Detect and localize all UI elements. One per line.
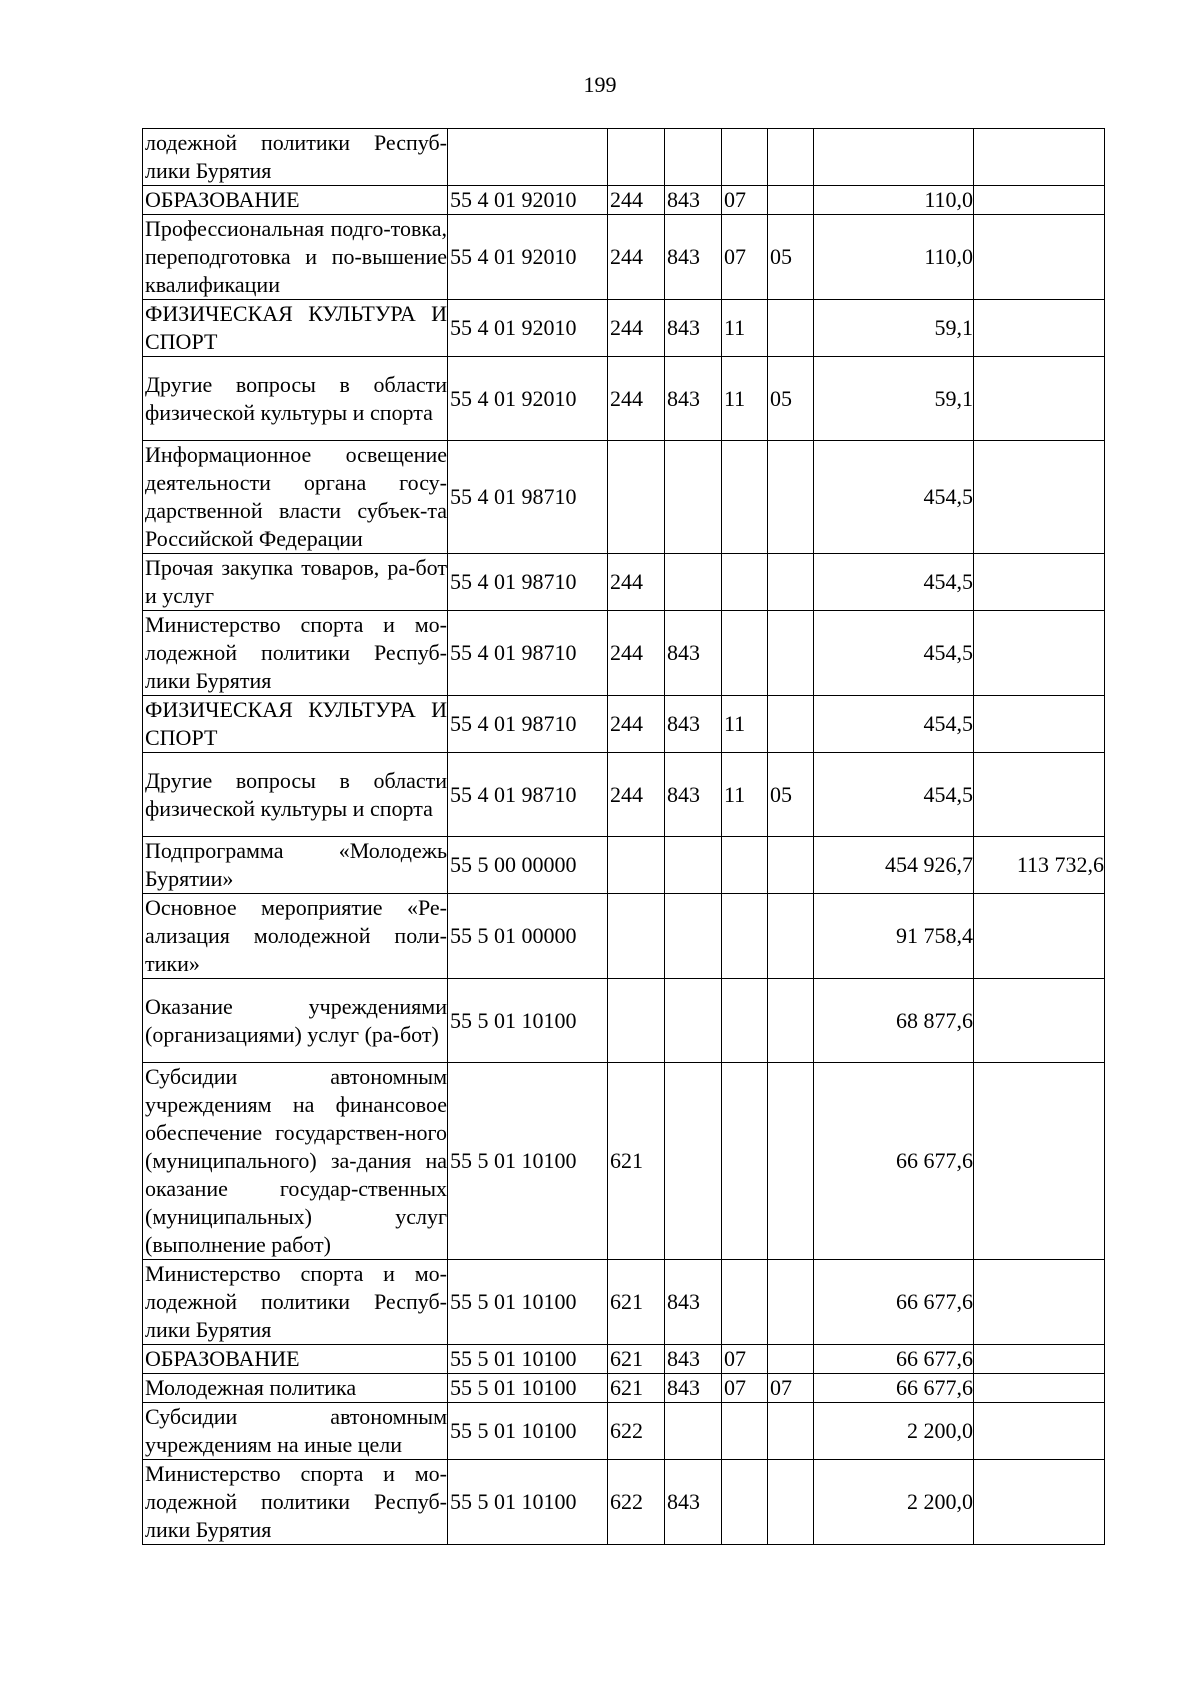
cell-sum2 bbox=[974, 357, 1105, 441]
cell-sum2: 113 732,6 bbox=[974, 837, 1105, 894]
cell-name: лодежной политики Респуб-лики Бурятия bbox=[143, 129, 448, 186]
cell-sum1: 66 677,6 bbox=[814, 1260, 974, 1345]
cell-pr bbox=[768, 300, 814, 357]
cell-name: ОБРАЗОВАНИЕ bbox=[143, 186, 448, 215]
cell-rz bbox=[722, 1460, 768, 1545]
cell-pr bbox=[768, 554, 814, 611]
cell-sum2 bbox=[974, 1345, 1105, 1374]
cell-code: 55 5 01 10100 bbox=[448, 979, 608, 1063]
cell-vr: 621 bbox=[608, 1260, 665, 1345]
table-row bbox=[143, 186, 1105, 215]
cell-vr bbox=[608, 979, 665, 1063]
cell-rz bbox=[722, 837, 768, 894]
cell-sum2 bbox=[974, 441, 1105, 554]
cell-vr: 244 bbox=[608, 554, 665, 611]
cell-sum1: 110,0 bbox=[814, 215, 974, 300]
cell-pr: 05 bbox=[768, 215, 814, 300]
table-row bbox=[143, 696, 1105, 753]
cell-vr bbox=[608, 894, 665, 979]
cell-grbs: 843 bbox=[665, 753, 722, 837]
table-row bbox=[143, 611, 1105, 696]
table-row bbox=[143, 1460, 1105, 1545]
cell-sum2 bbox=[974, 186, 1105, 215]
cell-grbs bbox=[665, 441, 722, 554]
cell-code: 55 4 01 98710 bbox=[448, 554, 608, 611]
cell-grbs: 843 bbox=[665, 300, 722, 357]
cell-code: 55 4 01 98710 bbox=[448, 753, 608, 837]
table-row bbox=[143, 979, 1105, 1063]
cell-name: Подпрограмма «Молодежь Бурятии» bbox=[143, 837, 448, 894]
cell-grbs bbox=[665, 894, 722, 979]
cell-sum2 bbox=[974, 1403, 1105, 1460]
cell-pr bbox=[768, 1403, 814, 1460]
cell-rz bbox=[722, 1260, 768, 1345]
cell-vr bbox=[608, 441, 665, 554]
table-row bbox=[143, 1403, 1105, 1460]
cell-sum1: 2 200,0 bbox=[814, 1460, 974, 1545]
cell-rz: 11 bbox=[722, 300, 768, 357]
cell-code: 55 5 01 10100 bbox=[448, 1460, 608, 1545]
cell-grbs: 843 bbox=[665, 186, 722, 215]
table-row bbox=[143, 215, 1105, 300]
table-row bbox=[143, 753, 1105, 837]
cell-sum1: 66 677,6 bbox=[814, 1345, 974, 1374]
cell-sum1: 59,1 bbox=[814, 357, 974, 441]
cell-rz bbox=[722, 1403, 768, 1460]
cell-sum1: 454,5 bbox=[814, 554, 974, 611]
cell-name: Профессиональная подго-товка, переподготовка и по-вышение квалификации bbox=[143, 215, 448, 300]
cell-rz: 11 bbox=[722, 753, 768, 837]
cell-code: 55 5 01 10100 bbox=[448, 1374, 608, 1403]
cell-sum2 bbox=[974, 1460, 1105, 1545]
cell-name: Другие вопросы в области физической культуры и спорта bbox=[143, 753, 448, 837]
cell-vr: 244 bbox=[608, 696, 665, 753]
cell-vr: 244 bbox=[608, 186, 665, 215]
cell-sum1: 454,5 bbox=[814, 753, 974, 837]
cell-code: 55 4 01 92010 bbox=[448, 215, 608, 300]
cell-rz bbox=[722, 894, 768, 979]
table-row bbox=[143, 894, 1105, 979]
table-row bbox=[143, 300, 1105, 357]
cell-sum1: 454 926,7 bbox=[814, 837, 974, 894]
cell-name: Прочая закупка товаров, ра-бот и услуг bbox=[143, 554, 448, 611]
cell-sum1: 454,5 bbox=[814, 696, 974, 753]
cell-vr: 621 bbox=[608, 1063, 665, 1260]
cell-sum2 bbox=[974, 1260, 1105, 1345]
cell-code: 55 5 01 10100 bbox=[448, 1260, 608, 1345]
cell-vr: 622 bbox=[608, 1403, 665, 1460]
cell-vr: 622 bbox=[608, 1460, 665, 1545]
cell-code: 55 4 01 98710 bbox=[448, 441, 608, 554]
cell-vr: 244 bbox=[608, 215, 665, 300]
cell-name: Оказание учреждениями (организациями) услуг (ра-бот) bbox=[143, 979, 448, 1063]
cell-name: ФИЗИЧЕСКАЯ КУЛЬТУРА И СПОРТ bbox=[143, 696, 448, 753]
cell-sum2 bbox=[974, 1063, 1105, 1260]
cell-code: 55 5 01 10100 bbox=[448, 1063, 608, 1260]
cell-sum1: 110,0 bbox=[814, 186, 974, 215]
cell-grbs: 843 bbox=[665, 1345, 722, 1374]
cell-rz bbox=[722, 1063, 768, 1260]
cell-name: Информационное освещение деятельности органа госу-дарственной власти субъек-та Российской Федерации bbox=[143, 441, 448, 554]
cell-vr: 621 bbox=[608, 1374, 665, 1403]
cell-code: 55 4 01 98710 bbox=[448, 696, 608, 753]
cell-sum1: 454,5 bbox=[814, 611, 974, 696]
cell-rz: 07 bbox=[722, 1345, 768, 1374]
table-row bbox=[143, 837, 1105, 894]
cell-rz bbox=[722, 129, 768, 186]
table-row bbox=[143, 1260, 1105, 1345]
cell-rz: 07 bbox=[722, 186, 768, 215]
cell-vr bbox=[608, 837, 665, 894]
budget-table bbox=[142, 128, 1105, 1545]
cell-sum1: 454,5 bbox=[814, 441, 974, 554]
cell-pr: 07 bbox=[768, 1374, 814, 1403]
cell-name: Основное мероприятие «Ре-ализация молодежной поли-тики» bbox=[143, 894, 448, 979]
cell-name: Субсидии автономным учреждениям на финансовое обеспечение государствен-ного (муниципального) за-дания на оказание государ-ственных (муниципальных) услуг (выполнение работ) bbox=[143, 1063, 448, 1260]
cell-rz: 11 bbox=[722, 357, 768, 441]
cell-vr bbox=[608, 129, 665, 186]
cell-grbs bbox=[665, 1403, 722, 1460]
cell-name: Министерство спорта и мо-лодежной политики Респуб-лики Бурятия bbox=[143, 611, 448, 696]
cell-code: 55 4 01 92010 bbox=[448, 357, 608, 441]
cell-rz bbox=[722, 611, 768, 696]
page-number: 199 bbox=[583, 72, 617, 97]
cell-vr: 244 bbox=[608, 357, 665, 441]
cell-code: 55 5 01 10100 bbox=[448, 1345, 608, 1374]
cell-grbs bbox=[665, 837, 722, 894]
cell-sum2 bbox=[974, 611, 1105, 696]
cell-grbs: 843 bbox=[665, 1260, 722, 1345]
cell-grbs: 843 bbox=[665, 357, 722, 441]
cell-vr: 244 bbox=[608, 753, 665, 837]
cell-code bbox=[448, 129, 608, 186]
table-row bbox=[143, 554, 1105, 611]
cell-name: Другие вопросы в области физической культуры и спорта bbox=[143, 357, 448, 441]
table-body bbox=[143, 129, 1105, 1545]
cell-sum2 bbox=[974, 215, 1105, 300]
cell-code: 55 5 00 00000 bbox=[448, 837, 608, 894]
cell-grbs bbox=[665, 554, 722, 611]
cell-pr bbox=[768, 441, 814, 554]
cell-rz bbox=[722, 554, 768, 611]
cell-sum2 bbox=[974, 300, 1105, 357]
cell-sum1: 2 200,0 bbox=[814, 1403, 974, 1460]
cell-code: 55 4 01 98710 bbox=[448, 611, 608, 696]
cell-code: 55 4 01 92010 bbox=[448, 186, 608, 215]
cell-rz: 07 bbox=[722, 1374, 768, 1403]
cell-vr: 244 bbox=[608, 300, 665, 357]
cell-pr bbox=[768, 129, 814, 186]
cell-name: Субсидии автономным учреждениям на иные цели bbox=[143, 1403, 448, 1460]
cell-sum2 bbox=[974, 979, 1105, 1063]
cell-grbs: 843 bbox=[665, 215, 722, 300]
cell-sum1: 59,1 bbox=[814, 300, 974, 357]
cell-sum2 bbox=[974, 696, 1105, 753]
cell-rz: 11 bbox=[722, 696, 768, 753]
cell-grbs: 843 bbox=[665, 611, 722, 696]
cell-sum2 bbox=[974, 129, 1105, 186]
cell-vr: 621 bbox=[608, 1345, 665, 1374]
cell-pr bbox=[768, 611, 814, 696]
cell-pr: 05 bbox=[768, 357, 814, 441]
cell-code: 55 4 01 92010 bbox=[448, 300, 608, 357]
cell-grbs bbox=[665, 129, 722, 186]
cell-grbs: 843 bbox=[665, 1460, 722, 1545]
cell-pr bbox=[768, 186, 814, 215]
cell-pr bbox=[768, 837, 814, 894]
cell-sum1 bbox=[814, 129, 974, 186]
table-row bbox=[143, 129, 1105, 186]
cell-code: 55 5 01 10100 bbox=[448, 1403, 608, 1460]
cell-name: Молодежная политика bbox=[143, 1374, 448, 1403]
cell-pr bbox=[768, 1460, 814, 1545]
cell-rz: 07 bbox=[722, 215, 768, 300]
cell-grbs: 843 bbox=[665, 1374, 722, 1403]
cell-sum1: 66 677,6 bbox=[814, 1063, 974, 1260]
cell-sum2 bbox=[974, 1374, 1105, 1403]
cell-name: Министерство спорта и мо-лодежной политики Респуб-лики Бурятия bbox=[143, 1260, 448, 1345]
cell-pr bbox=[768, 1260, 814, 1345]
cell-pr bbox=[768, 979, 814, 1063]
table-row bbox=[143, 441, 1105, 554]
cell-name: ФИЗИЧЕСКАЯ КУЛЬТУРА И СПОРТ bbox=[143, 300, 448, 357]
table-row bbox=[143, 1374, 1105, 1403]
cell-rz bbox=[722, 979, 768, 1063]
cell-sum2 bbox=[974, 753, 1105, 837]
cell-pr bbox=[768, 894, 814, 979]
cell-pr bbox=[768, 1345, 814, 1374]
table-row bbox=[143, 1345, 1105, 1374]
cell-grbs bbox=[665, 1063, 722, 1260]
cell-sum1: 66 677,6 bbox=[814, 1374, 974, 1403]
table-row bbox=[143, 1063, 1105, 1260]
cell-name: Министерство спорта и мо-лодежной политики Респуб-лики Бурятия bbox=[143, 1460, 448, 1545]
cell-rz bbox=[722, 441, 768, 554]
cell-pr: 05 bbox=[768, 753, 814, 837]
cell-sum2 bbox=[974, 554, 1105, 611]
cell-vr: 244 bbox=[608, 611, 665, 696]
table-row bbox=[143, 357, 1105, 441]
cell-grbs bbox=[665, 979, 722, 1063]
cell-pr bbox=[768, 1063, 814, 1260]
cell-pr bbox=[768, 696, 814, 753]
cell-sum2 bbox=[974, 894, 1105, 979]
cell-sum1: 91 758,4 bbox=[814, 894, 974, 979]
cell-grbs: 843 bbox=[665, 696, 722, 753]
cell-name: ОБРАЗОВАНИЕ bbox=[143, 1345, 448, 1374]
cell-code: 55 5 01 00000 bbox=[448, 894, 608, 979]
cell-sum1: 68 877,6 bbox=[814, 979, 974, 1063]
